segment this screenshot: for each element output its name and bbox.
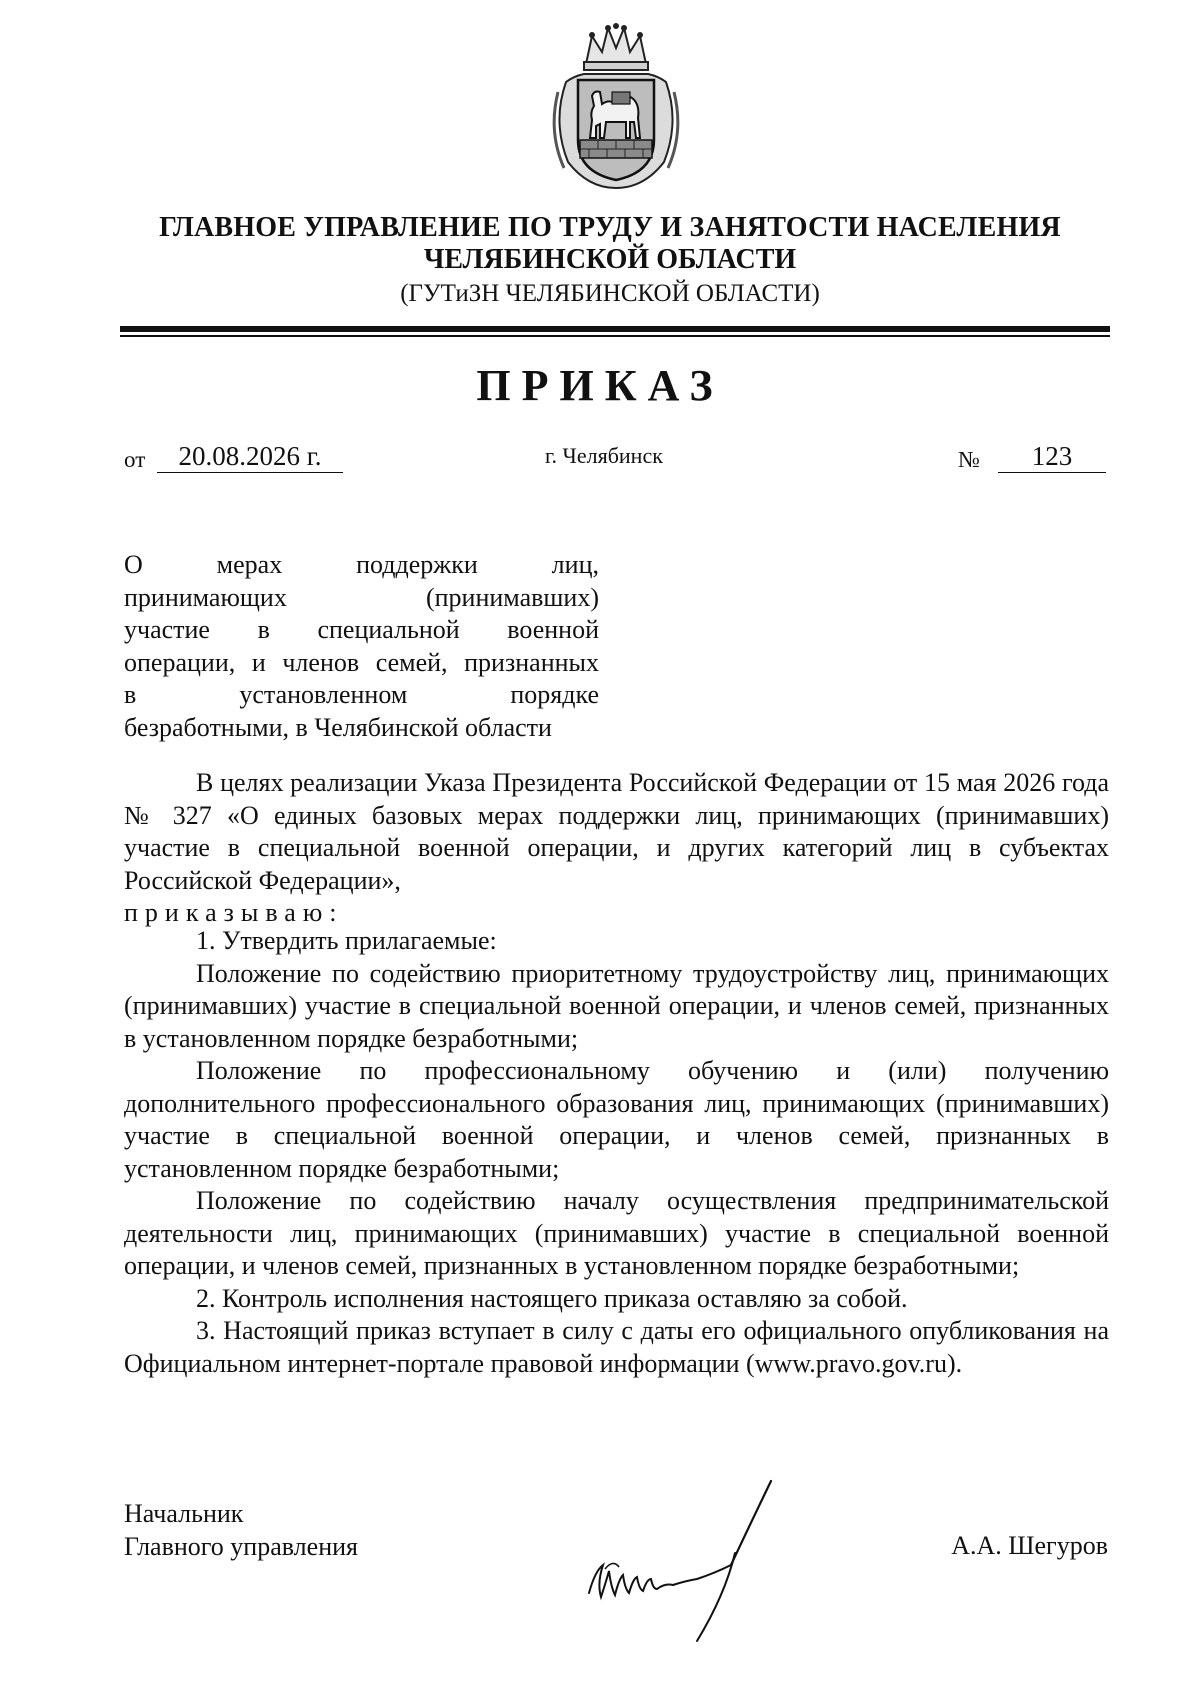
item-1: 1. Утвердить прилагаемые: [196,926,497,955]
order-word: приказываю: [124,898,344,927]
document-title: ПРИКАЗ [476,361,724,410]
preamble-block [124,767,1109,930]
order-items [124,925,1109,1380]
organization-name-line2: ЧЕЛЯБИНСКОЙ ОБЛАСТИ [423,244,797,275]
signatory-position [124,1497,358,1563]
header-rule-thin [120,335,1110,337]
subject-line: операции, и членов семей, признанных [124,647,599,677]
item-2: 2. Контроль исполнения настоящего приказа оставляю за собой. [196,1283,908,1313]
subject-line: в установленном порядке [124,680,599,709]
handwritten-signature [585,1475,855,1645]
position-line: Главного управления [124,1532,358,1561]
chelyabinsk-coat-of-arms-icon [548,22,684,190]
document-number: 123 [998,440,1106,473]
signatory-name: А.А. Шегуров [951,1531,1108,1560]
item-3: 3. Настоящий приказ вступает в силу с даты его официального опубликования на Официальном интернет-портале правовой информации (www.pravo.gov.ru). [124,1316,1109,1378]
header-rule-thick [120,326,1110,332]
preamble-text: В целях реализации Указа Президента Российской Федерации от 15 мая 2026 года № 327 «О единых базовых мерах поддержки лиц, принимающих (принимавших) участие в специальной военной операции, и других категорий лиц в субъектах Российской Федерации», [124,768,1109,895]
subject-line: участие в специальной военной [124,615,599,644]
subject-line: принимающих (принимавших) [124,582,599,612]
subject-line: О мерах поддержки лиц, [124,550,599,579]
regulation-employment: Положение по содействию приоритетному трудоустройству лиц, принимающих (принимавших) участие в специальной военной операции, и членов семей, признанных в установленном порядке безработными; [124,958,1109,1053]
position-line: Начальник [124,1499,244,1528]
subject-line: безработными, в Челябинской области [124,712,552,742]
organization-name-line1: ГЛАВНОЕ УПРАВЛЕНИЕ ПО ТРУДУ И ЗАНЯТОСТИ НАСЕЛЕНИЯ [159,212,1061,243]
date-prefix: от [124,447,146,472]
number-sign: № [958,447,980,472]
regulation-training: Положение по профессиональному обучению и (или) получению дополнительного профессионального образования лиц, принимающих (принимавших) участие в специальной военной операции, и членов семей, признанных в установленном порядке безработными; [124,1056,1109,1183]
regulation-entrepreneurship: Положение по содействию началу осуществления предпринимательской деятельности лиц, принимающих (принимавших) участие в специальной военной операции, и членов семей, признанных в установленном порядке безработными; [124,1186,1109,1280]
organization-abbreviation: (ГУТиЗН ЧЕЛЯБИНСКОЙ ОБЛАСТИ) [400,280,820,307]
document-date: 20.08.2026 г. [157,440,343,473]
document-subject [124,549,599,744]
document-city: г. Челябинск [545,443,663,468]
